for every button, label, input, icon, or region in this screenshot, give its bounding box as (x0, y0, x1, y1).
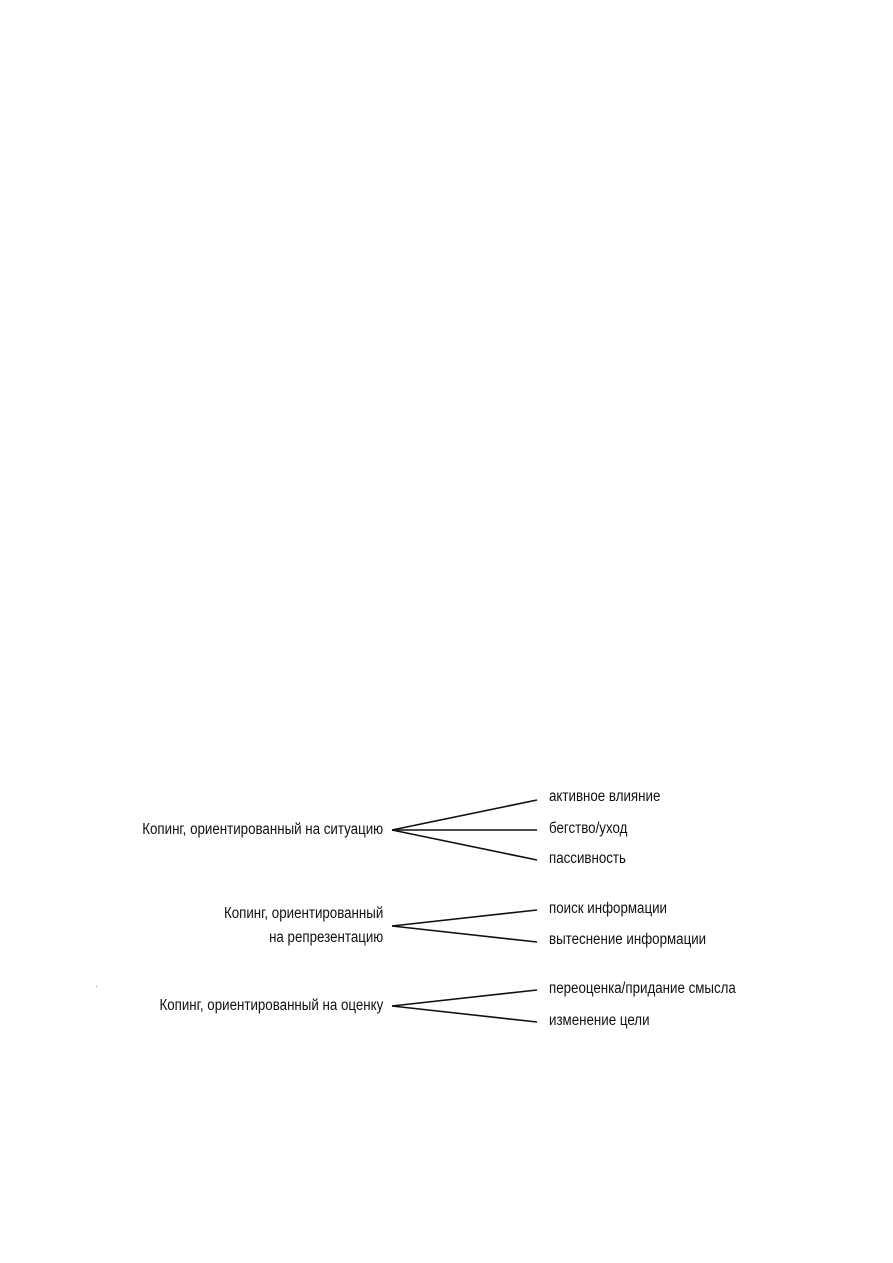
scan-speck (96, 986, 97, 987)
root-label-evaluation (159, 994, 383, 1018)
connector-line (392, 1006, 537, 1022)
root-label-line: Копинг, ориентированный (223, 905, 383, 922)
branch-label: переоценка/придание смысла (549, 980, 736, 997)
root-label-line: на репрезентацию (268, 929, 383, 946)
root-label-representation (224, 902, 383, 950)
branch-label: бегство/уход (549, 820, 628, 837)
branch-label: вытеснение информации (549, 931, 707, 948)
branch-label: активное влияние (549, 788, 661, 805)
root-label-situation (142, 818, 383, 842)
connector-line (392, 830, 537, 860)
connector-line (392, 910, 537, 926)
branch-label: пассивность (549, 850, 626, 867)
connector-line (392, 926, 537, 942)
connector-line (392, 990, 537, 1006)
root-label-line: Копинг, ориентированный на оценку (159, 997, 383, 1014)
branch-label: поиск информации (549, 900, 667, 917)
connector-line (392, 800, 537, 830)
root-label-line: Копинг, ориентированный на ситуацию (142, 821, 383, 838)
branch-label: изменение цели (549, 1012, 650, 1029)
